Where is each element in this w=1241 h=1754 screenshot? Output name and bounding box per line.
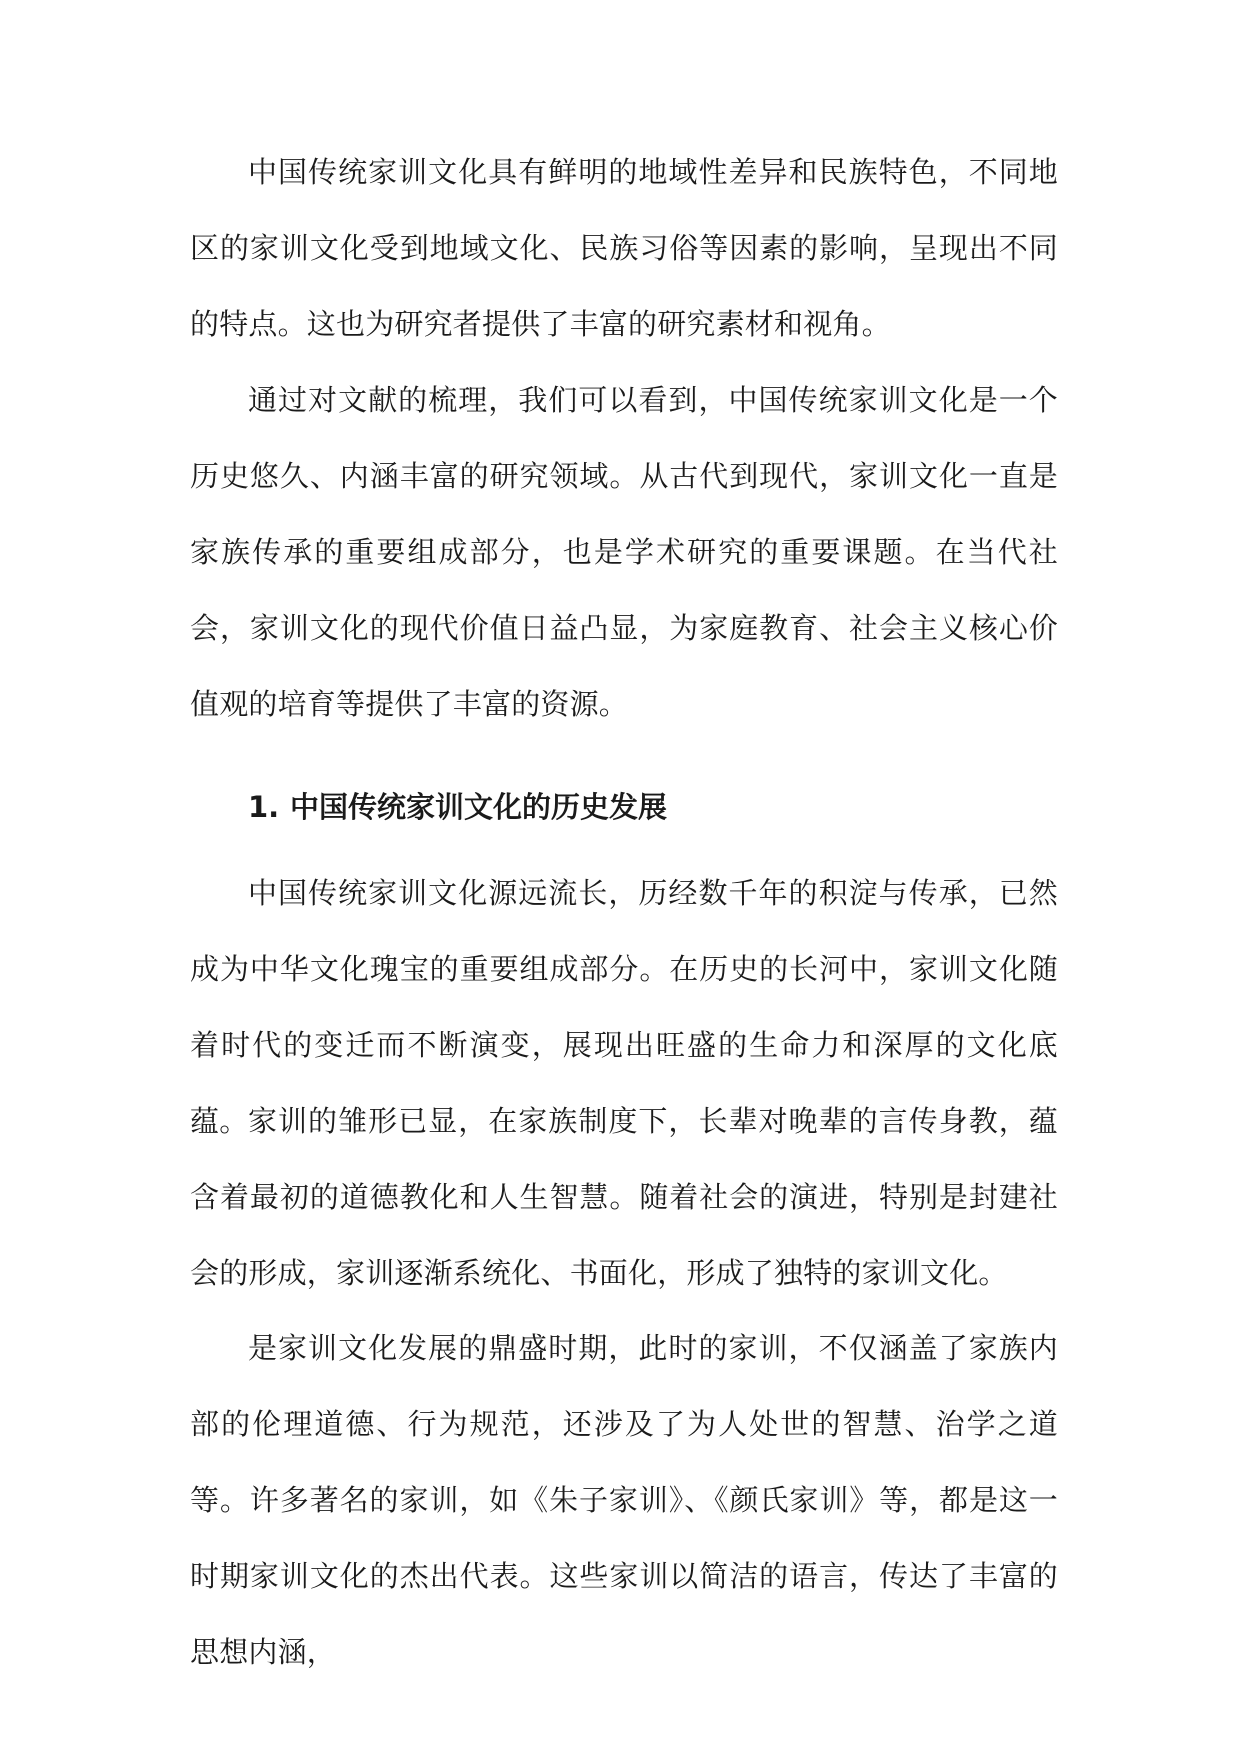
paragraph: 中国传统家训文化源远流长，历经数千年的积淀与传承，已然成为中华文化瑰宝的重要组成部分。在历史的长河中，家训文化随着时代的变迁而不断演变，展现出旺盛的生命力和深厚的文化底蕴。 <box>190 876 1058 1138</box>
section-heading <box>248 787 667 827</box>
section-number: 1. <box>248 790 280 824</box>
paragraph: 中国传统家训文化具有鲜明的地域性差异和民族特色，不同地区的家训文化受到地域文化、民族习俗等因素的影响，呈现出不同的特点。这也为研究者提供了丰富的研究素材和视角。 <box>190 155 1058 341</box>
paragraph: 家训的雏形已显，在家族制度下，长辈对晚辈的言传身教，蕴含着最初的道德教化和人生智慧。随着社会的演进，特别是封建社会的形成，家训逐渐系统化、书面化，形成了独特的家训文化。 <box>190 1104 1058 1290</box>
section-title: 中国传统家训文化的历史发展 <box>290 790 668 824</box>
paragraph: 通过对文献的梳理，我们可以看到，中国传统家训文化是一个历史悠久、内涵丰富的研究领域。从古代到现代，家训文化一直是家族传承的重要组成部分，也是学术研究的重要课题。在当代社会，家训文化的现代价值日益凸显，为家庭教育、社会主义核心价值观的培育等提供了丰富的资源。 <box>190 383 1058 721</box>
paragraph: 是家训文化发展的鼎盛时期，此时的家训，不仅涵盖了家族内部的伦理道德、行为规范，还涉及了为人处世的智慧、治学之道等。许多著名的家训，如《朱子家训》、《颜氏家训》等，都是这一时期家训文化的杰出代表。这些家训以简洁的语言，传达了丰富的思想内涵， <box>190 1331 1058 1669</box>
